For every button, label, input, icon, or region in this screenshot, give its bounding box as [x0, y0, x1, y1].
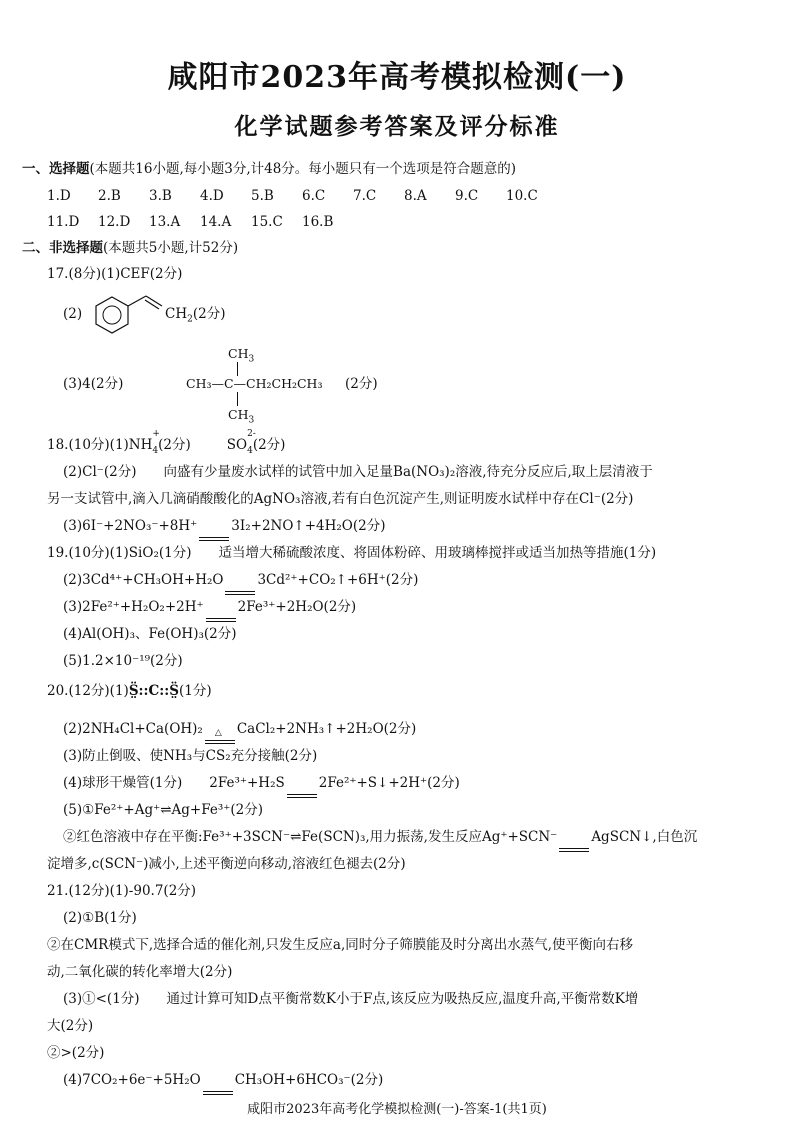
q17-ch3-bottom: $CH_3$ — [228, 407, 255, 426]
mc-answer: 16.B — [302, 214, 334, 230]
section-1-note: (本题共16小题,每小题3分,计48分。每小题只有一个选项是符合题意的) — [89, 161, 517, 177]
q18-part1: 18.(10分)(1)NH $_{+ 4}$(2分) SO $_{2- 4}$(2分) — [47, 428, 286, 456]
q19-part4: (4)Al(OH)₃、Fe(OH)₃(2分) — [63, 626, 237, 642]
page-title: 咸阳市2023年高考模拟检测(一) — [167, 60, 627, 95]
q19-part3: (3)2Fe²⁺+H₂O₂+2H⁺ 2Fe³⁺+2H₂O(2分) — [63, 599, 357, 615]
q20-part5-cont: 淀增多,c(SCN⁻)减小,上述平衡逆向移动,溶液红色褪去(2分) — [47, 856, 406, 872]
q21-part2: (2)①B(1分) — [63, 910, 137, 926]
mc-answer: 4.D — [200, 188, 224, 204]
q17-part3-score: (2分) — [345, 376, 378, 392]
q18-part2-cont: 另一支试管中,滴入几滴硝酸酸化的AgNO₃溶液,若有白色沉淀产生,则证明废水试样中存在Cl⁻(2分) — [47, 491, 634, 507]
q21-part3-b: ②>(2分) — [47, 1045, 105, 1061]
q17-part2-label: (2) — [63, 306, 83, 322]
q20-part2: (2)2NH₄Cl+Ca(OH)₂ △ CaCl₂+2NH₃↑+2H₂O(2分) — [63, 721, 417, 738]
q20-part5: (5)①Fe²⁺+Ag⁺⇌Ag+Fe³⁺(2分) — [63, 802, 264, 818]
mc-answer: 5.B — [251, 188, 274, 204]
q17-part1: 17.(8分)(1)CEF(2分) — [47, 266, 183, 282]
q17-part2-answer: $CH_2(2$分) — [165, 306, 226, 325]
q19-part1: 19.(10分)(1)SiO₂(1分) 适当增大稀硫酸浓度、将固体粉碎、用玻璃棒搅拌或适当加热等措施(1分) — [47, 545, 657, 561]
cs2-electron-formula: S̤̈::C::S̤̈ — [128, 683, 179, 699]
mc-answer: 10.C — [506, 188, 538, 204]
section-2-note: (本题共5小题,计52分) — [103, 240, 239, 256]
q18-part2: (2)Cl⁻(2分) 向盛有少量废水试样的试管中加入足量Ba(NO₃)₂溶液,待充分反应后,取上层清液于 — [63, 464, 653, 480]
q20-part1: 20.(12分)(1)S̤̈::C::S̤̈(1分) — [47, 683, 212, 699]
mc-answers-row-2 — [47, 213, 353, 231]
mc-answer: 3.B — [149, 188, 172, 204]
q19-part2: (2)3Cd⁴⁺+CH₃OH+H₂O 3Cd²⁺+CO₂↑+6H⁺(2分) — [63, 572, 419, 588]
q20-part5-b: ②红色溶液中存在平衡:Fe³⁺+3SCN⁻⇌Fe(SCN)₃,用力振荡,发生反应Ag⁺+SCN⁻ AgSCN↓,白色沉 — [63, 829, 698, 845]
mc-answer: 15.C — [251, 214, 283, 230]
mc-answer: 13.A — [149, 214, 181, 230]
section-1-heading — [22, 160, 516, 178]
mc-answer: 14.A — [200, 214, 232, 230]
q20-part4: (4)球形干燥管(1分) 2Fe³⁺+H₂S 2Fe²⁺+S↓+2H⁺(2分) — [63, 775, 460, 791]
section-2-heading — [22, 239, 238, 257]
mc-answer: 8.A — [404, 188, 427, 204]
q18-part3: (3)6I⁻+2NO₃⁻+8H⁺ 3I₂+2NO↑+4H₂O(2分) — [63, 518, 386, 534]
q21-part2-cont: 动,二氧化碳的转化率增大(2分) — [47, 964, 233, 980]
q17-ch3-top: $CH_3$ — [228, 346, 255, 365]
q21-part4: (4)7CO₂+6e⁻+5H₂O CH₃OH+6HCO₃⁻(2分) — [63, 1072, 384, 1088]
q21-part3-cont: 大(2分) — [47, 1018, 94, 1034]
bond-bottom — [237, 392, 238, 406]
q21-part3: (3)①<(1分) 通过计算可知D点平衡常数K小于F点,该反应为吸热反应,温度升高,平衡常数K增 — [63, 991, 639, 1007]
mc-answer: 9.C — [455, 188, 479, 204]
bond-top — [237, 362, 238, 376]
q19-part5: (5)1.2×10⁻¹⁹(2分) — [63, 653, 183, 669]
styrene-structure-icon — [90, 292, 170, 338]
section-1-title: 一、选择题 — [22, 161, 90, 177]
mc-answer: 1.D — [47, 188, 71, 204]
mc-answer: 11.D — [47, 214, 80, 230]
mc-answer: 7.C — [353, 188, 377, 204]
page-footer: 咸阳市2023年高考化学模拟检测(一)-答案-1(共1页) — [247, 1102, 547, 1117]
mc-answer: 12.D — [98, 214, 131, 230]
q17-chain: CH₃—C—CH₂CH₂CH₃ — [186, 376, 323, 391]
mc-answer: 2.B — [98, 188, 121, 204]
q21-part2-b: ②在CMR模式下,选择合适的催化剂,只发生反应a,同时分子筛膜能及时分离出水蒸气,使平衡向右移 — [47, 937, 634, 953]
q21-part1: 21.(12分)(1)-90.7(2分) — [47, 883, 197, 899]
q20-part3: (3)防止倒吸、使NH₃与CS₂充分接触(2分) — [63, 748, 318, 764]
mc-answers-row-1 — [47, 187, 538, 205]
q17-part3-label: (3)4(2分) — [63, 376, 124, 392]
mc-answer: 6.C — [302, 188, 326, 204]
section-2-title: 二、非选择题 — [22, 240, 103, 256]
page-subtitle: 化学试题参考答案及评分标准 — [234, 113, 560, 140]
